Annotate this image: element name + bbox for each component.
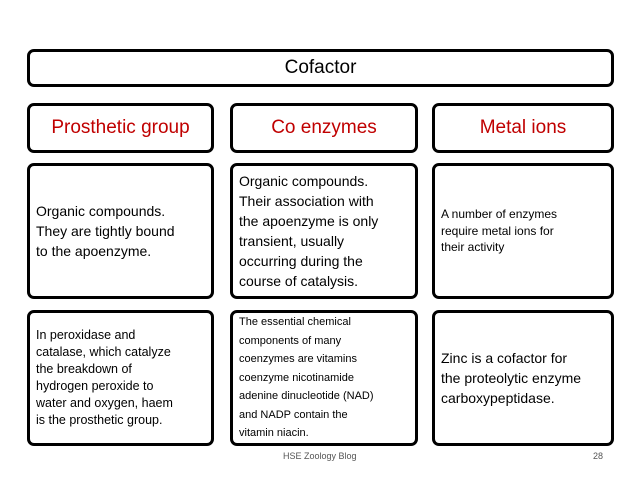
cell-text: The essential chemical components of many coenzymes are vitamins coenzyme nicotinamide adenine dinucleotide (NAD) and NADP contain the vitamin niacin. [239, 316, 374, 440]
category-label: Prosthetic group [51, 117, 190, 138]
cell-text: A number of enzymes require metal ions for their activity [441, 207, 558, 255]
page-number: 28 [593, 451, 604, 461]
category-label: Metal ions [479, 117, 567, 138]
cell-text: Organic compounds. They are tightly bound to the apoenzyme. [36, 203, 175, 259]
cell-text: Zinc is a cofactor for the proteolytic enzyme carboxypeptidase. [441, 350, 582, 406]
category-label: Co enzymes [271, 117, 377, 138]
cofactor-title: Cofactor [284, 57, 357, 78]
category-co-enzymes [230, 103, 418, 153]
metal-ions-example [432, 310, 614, 446]
co-enzymes-definition [230, 163, 418, 299]
prosthetic-group-example [27, 310, 214, 446]
co-enzymes-example [230, 310, 418, 446]
category-metal-ions [432, 103, 614, 153]
cell-text: In peroxidase and catalase, which catalyze the breakdown of hydrogen peroxide to water and oxygen, haem is the prosthetic group. [36, 328, 173, 427]
prosthetic-group-definition [27, 163, 214, 299]
cofactor-title-box [27, 49, 614, 87]
metal-ions-definition [432, 163, 614, 299]
cell-text: Organic compounds. Their association with the apoenzyme is only transient, usually occurring during the course of catalysis. [239, 173, 379, 289]
footer-source: HSE Zoology Blog [283, 451, 357, 461]
category-prosthetic-group [27, 103, 214, 153]
